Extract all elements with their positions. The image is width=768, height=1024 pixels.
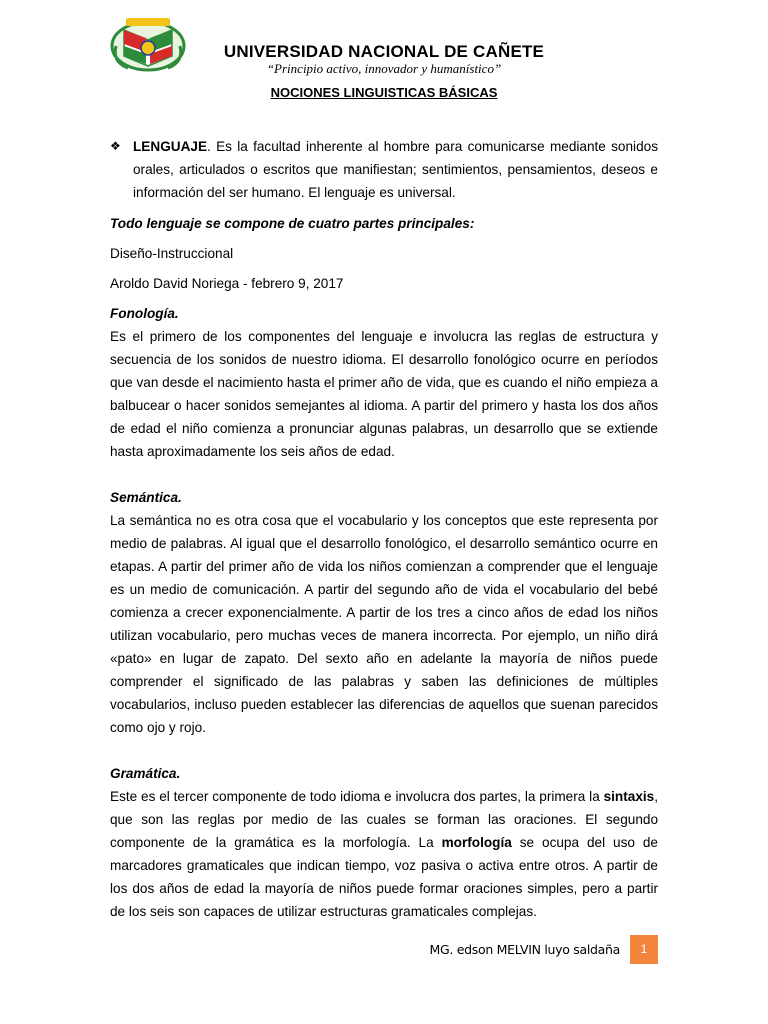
- lenguaje-text: . Es la facultad inherente al hombre para comunicarse mediante sonidos orales, articulados o escritos que manifiestan; sentimientos, pensamientos, deseos e información del ser humano. El lenguaje es universal.: [133, 139, 658, 200]
- gramatica-text-2: , que son las reglas por medio de las cuales se forman las oraciones. El segundo componente de la gramática es la morfología. La: [110, 789, 658, 850]
- parts-heading: Todo lenguaje se compone de cuatro partes principales:: [110, 216, 475, 231]
- page-number: 1: [630, 935, 658, 964]
- diamond-bullet-icon: ❖: [110, 139, 121, 153]
- gramatica-text-1: Este es el tercer componente de todo idioma e involucra dos partes, la primera la: [110, 789, 604, 804]
- semantica-paragraph: La semántica no es otra cosa que el vocabulario y los conceptos que este representa por medio de palabras. Al igual que el desarrollo fonológico, el desarrollo semántico ocurre en etapas. A partir del primer año de vida los niños comienzan a comprender que el lenguaje es un medio de comunicación. A partir del segundo año de vida el vocabulario del bebé comienza a crecer exponencialmente. A partir de los tres a cinco años de edad los niños utilizan vocabulario, pero muchas veces de manera incorrecta. Por ejemplo, un niño dirá «pato» en lugar de zapato. Del sexto año en adelante la mayoría de niños puede comprender el significado de las palabras y saben las definiciones de múltiples vocabularios, incluso pueden establecer las diferencias de aquellos que suenan parecidos como ojo y rojo.: [110, 513, 658, 735]
- lenguaje-term: LENGUAJE: [133, 139, 208, 154]
- university-motto: “Principio activo, innovador y humanístico”: [266, 61, 502, 76]
- sintaxis-term: sintaxis: [603, 789, 655, 804]
- document-body: [110, 135, 658, 923]
- author-date-line: Aroldo David Noriega - febrero 9, 2017: [110, 276, 344, 291]
- document-title: NOCIONES LINGUISTICAS BÁSICAS: [270, 85, 498, 100]
- semantica-heading: Semántica.: [110, 490, 182, 505]
- gramatica-heading: Gramática.: [110, 766, 181, 781]
- gramatica-text-3: se ocupa del uso de marcadores gramaticales que indican tiempo, voz pasiva o activa entre otros. A partir de los dos años de edad la mayoría de niños puede formar oraciones simples, pero a partir de los seis son capaces de utilizar estructuras gramaticales complejas.: [110, 835, 658, 919]
- source-line: Diseño-Instruccional: [110, 246, 234, 261]
- lenguaje-paragraph: [110, 135, 658, 204]
- university-name: UNIVERSIDAD NACIONAL DE CAÑETE: [223, 42, 545, 61]
- gramatica-paragraph: [110, 785, 658, 923]
- fonologia-heading: Fonología.: [110, 306, 179, 321]
- footer-author: MG. edson MELVIN luyo saldaña: [429, 942, 620, 957]
- fonologia-paragraph: Es el primero de los componentes del lenguaje e involucra las reglas de estructura y secuencia de los sonidos de nuestro idioma. El desarrollo fonológico ocurre en períodos que van desde el nacimiento hasta el primer año de vida, que es cuando el niño empieza a balbucear o hacer sonidos semejantes al idioma. A partir del primero y hasta los dos años de edad el niño comienza a pronunciar algunas palabras, un desarrollo que se extiende hasta aproximadamente los seis años de edad.: [110, 329, 658, 459]
- morfologia-term: morfología: [441, 835, 512, 850]
- page-footer: [410, 935, 658, 964]
